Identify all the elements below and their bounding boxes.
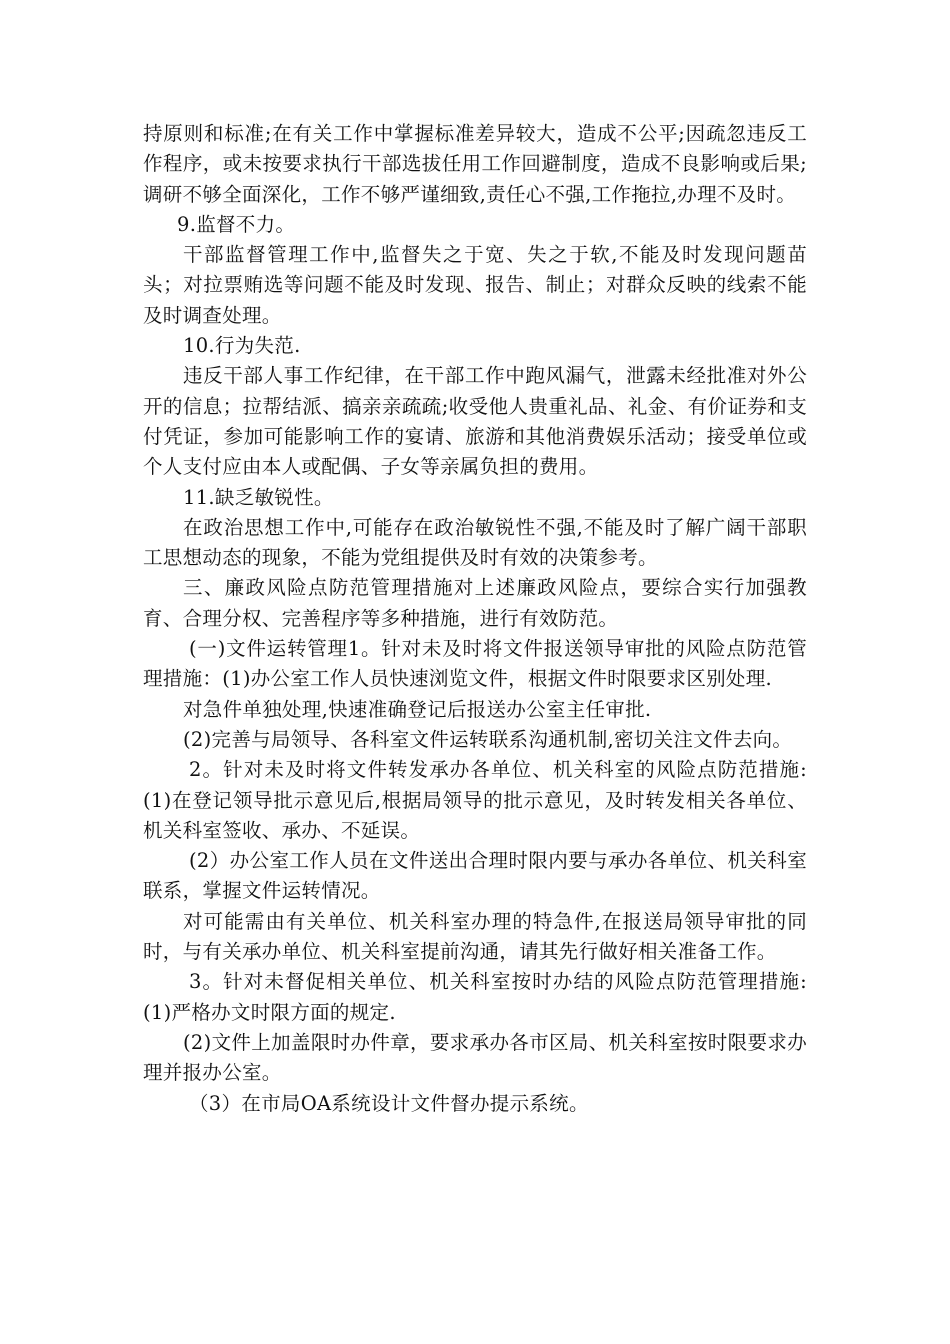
heading-item-10: 10.行为失范. bbox=[183, 334, 301, 358]
heading-item-11: 11.缺乏敏锐性。 bbox=[183, 485, 334, 509]
document-body bbox=[143, 119, 807, 1119]
paragraph-continued: 持原则和标准;在有关工作中掌握标准差异较大，造成不公平;因疏忽违反工作程序，或未按要求执行干部选拔任用工作回避制度，造成不良影响或后果;调研不够全面深化，工作不够严谨细致,责任心不强,工作拖拉,办理不及时。 bbox=[143, 122, 807, 206]
paragraph: (一)文件运转管理1。针对未及时将文件报送领导审批的风险点防范管理措施：(1)办公室工作人员快速浏览文件，根据文件时限要求区别处理. bbox=[143, 637, 807, 691]
paragraph: 违反干部人事工作纪律，在干部工作中跑风漏气，泄露未经批准对外公开的信息；拉帮结派、搞亲亲疏疏;收受他人贵重礼品、礼金、有价证券和支付凭证，参加可能影响工作的宴请、旅游和其他消费娱乐活动；接受单位或个人支付应由本人或配偶、子女等亲属负担的费用。 bbox=[143, 364, 807, 479]
paragraph: 干部监督管理工作中,监督失之于宽、失之于软,不能及时发现问题苗头；对拉票贿选等问题不能及时发现、报告、制止；对群众反映的线索不能及时调查处理。 bbox=[143, 243, 807, 327]
paragraph: 对可能需由有关单位、机关科室办理的特急件,在报送局领导审批的同时，与有关承办单位、机关科室提前沟通，请其先行做好相关准备工作。 bbox=[143, 909, 807, 964]
paragraph: 3。针对未督促相关单位、机关科室按时办结的风险点防范管理措施:(1)严格办文时限方面的规定. bbox=[143, 970, 807, 1024]
paragraph: 2。针对未及时将文件转发承办各单位、机关科室的风险点防范措施:(1)在登记领导批示意见后,根据局领导的批示意见，及时转发相关各单位、机关科室签收、承办、不延误。 bbox=[143, 758, 807, 842]
paragraph: 对急件单独处理,快速准确登记后报送办公室主任审批. bbox=[183, 697, 652, 721]
paragraph: （3）在市局OA系统设计文件督办提示系统。 bbox=[189, 1091, 589, 1115]
paragraph: (2)文件上加盖限时办件章，要求承办各市区局、机关科室按时限要求办理并报办公室。 bbox=[143, 1030, 807, 1085]
paragraph: (2）办公室工作人员在文件送出合理时限内要与承办各单位、机关科室联系，掌握文件运转情况。 bbox=[143, 849, 807, 903]
paragraph: (2)完善与局领导、各科室文件运转联系沟通机制,密切关注文件去向。 bbox=[183, 727, 793, 751]
section-heading-3: 三、廉政风险点防范管理措施对上述廉政风险点，要综合实行加强教育、合理分权、完善程序等多种措施，进行有效防范。 bbox=[143, 576, 807, 630]
heading-item-9: 9.监督不力。 bbox=[177, 212, 296, 236]
paragraph: 在政治思想工作中,可能存在政治敏锐性不强,不能及时了解广阔干部职工思想动态的现象，不能为党组提供及时有效的决策参考。 bbox=[143, 515, 807, 570]
